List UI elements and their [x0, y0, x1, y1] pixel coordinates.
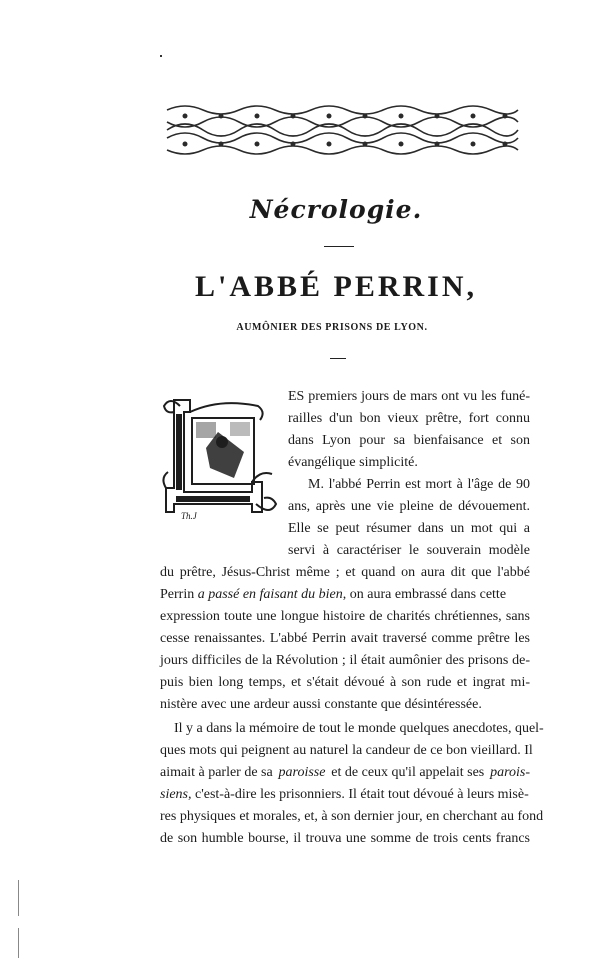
text-span: aimait à parler de sa	[160, 765, 273, 780]
ornamental-dropcap-image	[160, 392, 280, 520]
article-subtitle: AUMÔNIER DES PRISONS DE LYON.	[236, 322, 428, 333]
ornamental-header-band	[165, 100, 520, 160]
italic-word: paroisse	[278, 765, 326, 780]
text-span: Perrin	[160, 587, 195, 602]
text-line: ans, après une vie pleine de dévouement.	[288, 499, 530, 514]
scan-margin-mark	[18, 928, 19, 958]
section-heading: Nécrologie.	[249, 195, 423, 224]
text-span: et de ceux qu'il appelait ses	[331, 765, 485, 780]
text-line: M. l'abbé Perrin est mort à l'âge de 90	[308, 477, 530, 492]
divider	[324, 246, 354, 247]
text-line: railles d'un bon vieux prêtre, fort connu	[288, 411, 530, 426]
text-line: de son humble bourse, il trouva une somme de trois cents francs	[160, 831, 530, 846]
text-line	[160, 766, 530, 780]
italic-word: siens,	[160, 787, 192, 802]
italic-word: parois-	[490, 765, 530, 780]
article-title: L'ABBÉ PERRIN,	[194, 270, 478, 303]
text-span: , on aura embrassé dans cette	[342, 587, 507, 602]
text-line: cesse renaissantes. L'abbé Perrin avait traversé comme prêtre les	[160, 631, 530, 646]
divider	[330, 358, 346, 359]
ink-speck	[160, 55, 162, 57]
scan-margin-mark	[18, 880, 19, 916]
text-line	[160, 788, 529, 802]
text-line: ES premiers jours de mars ont vu les funé-	[288, 389, 530, 404]
text-line: puis bien long temps, et s'était dévoué à son rude et ingrat mi-	[160, 675, 530, 690]
text-line: ques mots qui peignent au naturel la candeur de ce bon vieillard. Il	[160, 743, 533, 758]
dropcap-signature: Th.J	[181, 511, 197, 521]
text-line: res physiques et morales, et, à son dernier jour, en cherchant au fond	[160, 809, 544, 824]
italic-phrase: a passé en faisant du bien	[197, 587, 343, 602]
text-line: nistère avec une ardeur aussi constante que désintéressée.	[160, 697, 482, 712]
text-span: c'est-à-dire les prisonniers. Il était tout dévoué à leurs misè-	[195, 787, 529, 802]
text-line: servi à caractériser le souverain modèle	[288, 543, 530, 558]
text-line: Elle se peut résumer dans un mot qui a	[288, 521, 530, 536]
text-line: expression toute une longue histoire de charités chrétiennes, sans	[160, 609, 530, 624]
text-line: Il y a dans la mémoire de tout le monde quelques anecdotes, quel-	[174, 721, 544, 736]
text-line: du prêtre, Jésus-Christ même ; et quand on aura dit que l'abbé	[160, 565, 530, 580]
text-line: évangélique simplicité.	[288, 455, 418, 470]
text-line: jours difficiles de la Révolution ; il était aumônier des prisons de-	[160, 653, 530, 668]
text-line	[160, 588, 506, 602]
text-line: dans Lyon pour sa bienfaisance et son	[288, 433, 530, 448]
